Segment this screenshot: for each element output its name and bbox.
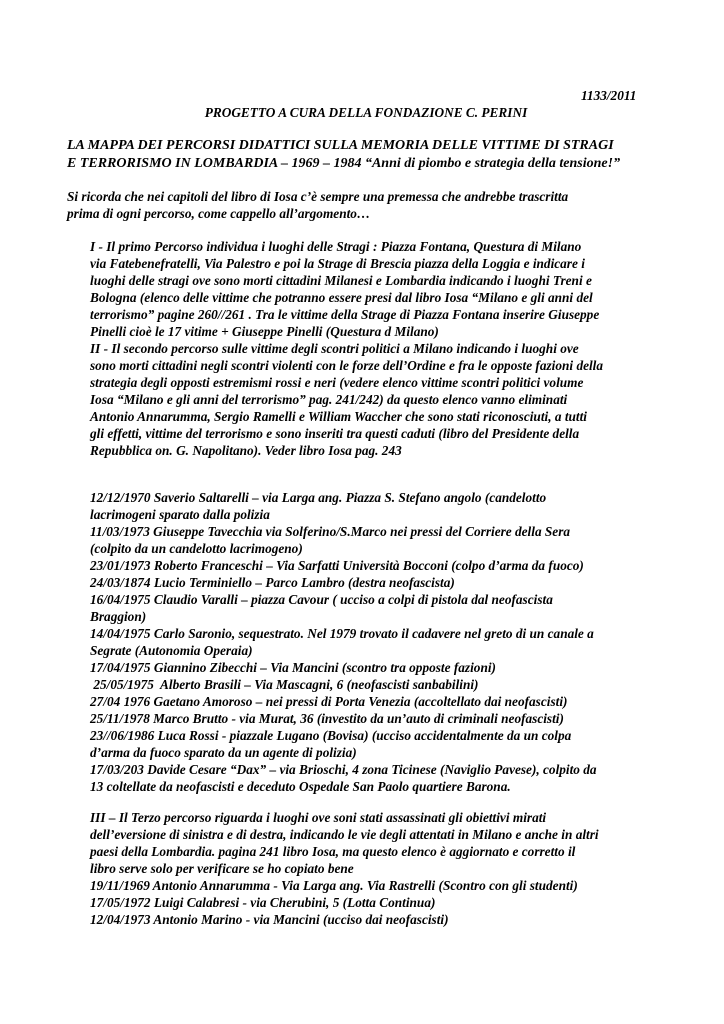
percorso-3-paragraph (90, 809, 660, 877)
list-item: 17/03/203 Davide Cesare “Dax” – via Brioschi, 4 zona Ticinese (Naviglio Pavese), colpito da (90, 762, 597, 777)
title-line: E TERRORISMO IN LOMBARDIA – 1969 – 1984 “Anni di piombo e strategia della tensione!” (67, 156, 621, 171)
percorso-2-line: Antonio Annarumma, Sergio Ramelli e William Waccher che sono stati riconosciuti, a tutti (90, 409, 587, 424)
percorso-3-line: dell’eversione di sinistra e di destra, indicando le vie degli attentati in Milano e anche in altri (90, 827, 599, 842)
list-item: 19/11/1969 Antonio Annarumma - Via Larga ang. Via Rastrelli (Scontro con gli studenti) (90, 878, 578, 893)
percorso-2-line: Iosa “Milano e gli anni del terrorismo” pag. 241/242) da questo elenco vanno eliminati (90, 392, 568, 407)
list-item: lacrimogeni sparato dalla polizia (90, 507, 270, 522)
list-item: 23//06/1986 Luca Rossi - piazzale Lugano (Bovisa) (ucciso accidentalmente da un colpa (90, 728, 572, 743)
percorso-2-line: sono morti cittadini negli scontri violenti con le forze dell’Ordine e fra le opposte fazioni della (90, 358, 604, 373)
list-item: 25/05/1975 Alberto Brasili – Via Mascagni, 6 (neofascisti sanbabilini) (90, 677, 479, 692)
percorso-2-line: Repubblica on. G. Napolitano). Veder libro Iosa pag. 243 (90, 443, 402, 458)
list-item: 17/05/1972 Luigi Calabresi - via Cherubini, 5 (Lotta Continua) (90, 895, 436, 910)
document-title (67, 137, 667, 173)
document-number: 1133/2011 (581, 88, 637, 103)
percorso-1-line: Pinelli cioè le 17 vitime + Giuseppe Pinelli (Questura d Milano) (90, 324, 439, 339)
victims-list-2 (90, 877, 660, 928)
victims-list-1 (90, 489, 660, 795)
percorso-1-line: terrorismo” pagine 260//261 . Tra le vittime della Strage di Piazza Fontana inserire Giuseppe (90, 307, 600, 322)
percorso-2-line: strategia degli opposti estremismi rossi e neri (vedere elenco vittime scontri politici volume (90, 375, 584, 390)
list-item: 17/04/1975 Giannino Zibecchi – Via Mancini (scontro tra opposte fazioni) (90, 660, 496, 675)
title-line: LA MAPPA DEI PERCORSI DIDATTICI SULLA MEMORIA DELLE VITTIME DI STRAGI (67, 138, 614, 153)
percorso-2-line: II - Il secondo percorso sulle vittime degli scontri politici a Milano indicando i luoghi ove (90, 341, 579, 356)
list-item: 14/04/1975 Carlo Saronio, sequestrato. Nel 1979 trovato il cadavere nel greto di un canale a (90, 626, 594, 641)
list-item: 23/01/1973 Roberto Franceschi – Via Sarfatti Università Bocconi (colpo d’arma da fuoco) (90, 558, 584, 573)
list-item: d’arma da fuoco sparato da un agente di polizia) (90, 745, 357, 760)
list-item: 27/04 1976 Gaetano Amoroso – nei pressi di Porta Venezia (accoltellato dai neofascisti) (90, 694, 568, 709)
list-item: 24/03/1874 Lucio Terminiello – Parco Lambro (destra neofascista) (90, 575, 455, 590)
percorso-3-line: libro serve solo per verificare se ho copiato bene (90, 861, 354, 876)
list-item: 16/04/1975 Claudio Varalli – piazza Cavour ( ucciso a colpi di pistola dal neofascista (90, 592, 553, 607)
percorso-1-line: I - Il primo Percorso individua i luoghi delle Stragi : Piazza Fontana, Questura di Milano (90, 239, 582, 254)
percorso-3-line: paesi della Lombardia. pagina 241 libro Iosa, ma questo elenco è aggiornato e corretto il (90, 844, 576, 859)
percorso-2-line: gli effetti, vittime del terrorismo e sono inseriti tra questi caduti (libro del Presidente della (90, 426, 580, 441)
list-item: 25/11/1978 Marco Brutto - via Murat, 36 (investito da un’auto di criminali neofascisti) (90, 711, 564, 726)
percorso-1-line: Bologna (elenco delle vittime che potranno essere presi dal libro Iosa “Milano e gli anni del (90, 290, 593, 305)
intro-line: prima di ogni percorso, come cappello all’argomento… (67, 206, 371, 221)
intro-line: Si ricorda che nei capitoli del libro di Iosa c’è sempre una premessa che andrebbe trascritta (67, 189, 569, 204)
list-item: Segrate (Autonomia Operaia) (90, 643, 253, 658)
list-item: 12/12/1970 Saverio Saltarelli – via Larga ang. Piazza S. Stefano angolo (candelotto (90, 490, 547, 505)
document-header: PROGETTO A CURA DELLA FONDAZIONE C. PERINI (204, 105, 528, 120)
list-item: (colpito da un candelotto lacrimogeno) (90, 541, 303, 556)
list-item: 13 coltellate da neofascisti e deceduto Ospedale San Paolo quartiere Barona. (90, 779, 511, 794)
intro-paragraph (67, 188, 667, 222)
percorso-1-line: luoghi delle stragi ove sono morti cittadini Milanesi e Lombardia indicando i luoghi Treni e (90, 273, 592, 288)
percorso-3-line: III – Il Terzo percorso riguarda i luoghi ove soni stati assassinati gli obiettivi mirati (90, 810, 547, 825)
list-item: 12/04/1973 Antonio Marino - via Mancini (ucciso dai neofascisti) (90, 912, 449, 927)
percorsi-section (90, 238, 660, 459)
list-item: Braggion) (90, 609, 147, 624)
list-item: 11/03/1973 Giuseppe Tavecchia via Solferino/S.Marco nei pressi del Corriere della Sera (90, 524, 571, 539)
percorso-1-line: via Fatebenefratelli, Via Palestro e poi la Strage di Brescia piazza della Loggia e indicare i (90, 256, 585, 271)
